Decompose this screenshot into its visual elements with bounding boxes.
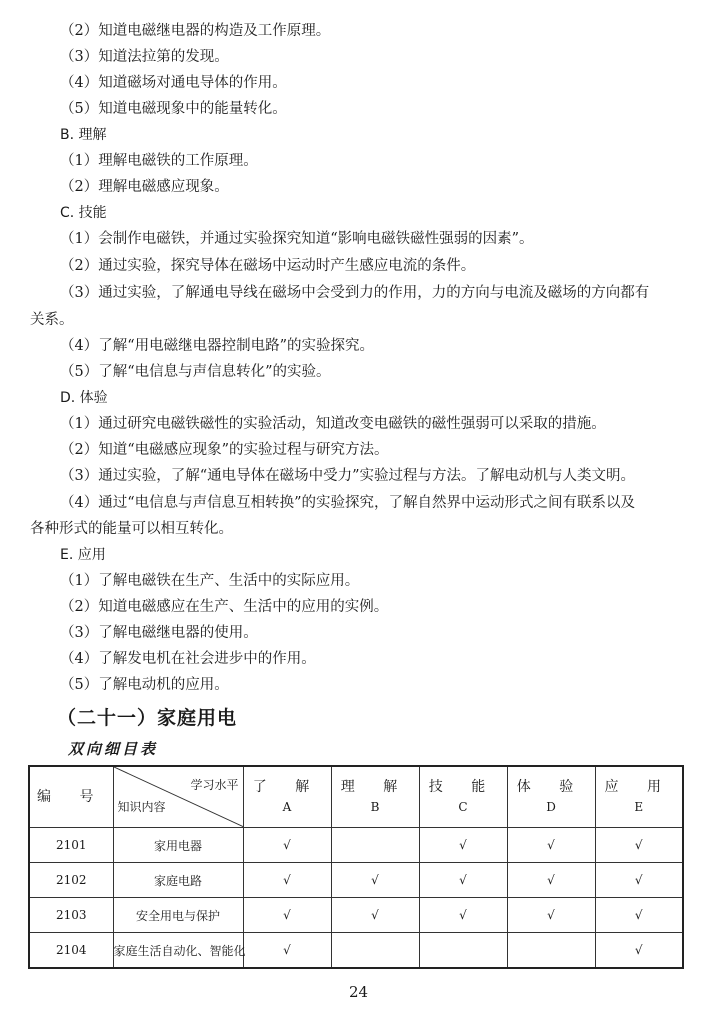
row-content: 安全用电与保护 xyxy=(113,898,243,933)
table-row xyxy=(29,933,683,969)
check-cell: √ xyxy=(595,898,683,933)
page-number: 24 xyxy=(348,983,369,1001)
section-c-item-3: （3）通过实验，了解通电导线在磁场中会受到力的作用，力的方向与电流及磁场的方向都有 xyxy=(60,285,650,301)
check-cell: √ xyxy=(419,828,507,863)
objective-3: （3）知道法拉第的发现。 xyxy=(60,49,229,65)
objective-5: （5）知道电磁现象中的能量转化。 xyxy=(60,101,287,117)
section-c-item-3-cont: 关系。 xyxy=(30,312,74,328)
check-cell: √ xyxy=(419,898,507,933)
check-cell xyxy=(331,828,419,863)
section-e-heading: E. 应用 xyxy=(60,547,106,563)
table-title: 双向细目表 xyxy=(68,740,159,758)
row-id: 2102 xyxy=(29,863,113,898)
section-d-heading: D. 体验 xyxy=(60,390,108,406)
section-d-item-4-cont: 各种形式的能量可以相互转化。 xyxy=(30,521,233,537)
check-cell: √ xyxy=(595,863,683,898)
check-cell: √ xyxy=(331,863,419,898)
check-cell: √ xyxy=(243,933,331,969)
check-cell: √ xyxy=(243,898,331,933)
section-c-item-1: （1）会制作电磁铁，并通过实验探究知道“影响电磁铁磁性强弱的因素”。 xyxy=(60,231,534,247)
check-cell: √ xyxy=(331,898,419,933)
header-level-d: 体 验 D xyxy=(507,766,595,828)
section-e-item-2: （2）知道电磁感应在生产、生活中的应用的实例。 xyxy=(60,599,389,615)
section-e-item-1: （1）了解电磁铁在生产、生活中的实际应用。 xyxy=(60,573,360,589)
section-c-item-5: （5）了解“电信息与声信息转化”的实验。 xyxy=(60,364,331,380)
header-level-label: 学习水平 xyxy=(190,778,239,792)
check-cell: √ xyxy=(595,828,683,863)
header-number: 编 号 xyxy=(29,766,113,828)
row-id: 2101 xyxy=(29,828,113,863)
section-d-item-2: （2）知道“电磁感应现象”的实验过程与研究方法。 xyxy=(60,442,389,458)
section-d-item-1: （1）通过研究电磁铁磁性的实验活动，知道改变电磁铁的磁性强弱可以采取的措施。 xyxy=(60,416,606,432)
header-level-b: 理 解 B xyxy=(331,766,419,828)
check-cell: √ xyxy=(507,898,595,933)
section-c-item-2: （2）通过实验，探究导体在磁场中运动时产生感应电流的条件。 xyxy=(60,258,476,274)
section-d-item-4: （4）通过“电信息与声信息互相转换”的实验探究，了解自然界中运动形式之间有联系以及 xyxy=(60,495,636,511)
section-d-item-3: （3）通过实验，了解“通电导体在磁场中受力”实验过程与方法。了解电动机与人类文明。 xyxy=(60,468,636,484)
header-level-c: 技 能 C xyxy=(419,766,507,828)
table-row xyxy=(29,863,683,898)
section-b-item-2: （2）理解电磁感应现象。 xyxy=(60,179,229,195)
header-level-a: 了 解 A xyxy=(243,766,331,828)
section-c-heading: C. 技能 xyxy=(60,205,107,221)
table-header-row xyxy=(29,766,683,828)
section-title: （二十一）家庭用电 xyxy=(57,707,238,729)
row-content: 家用电器 xyxy=(113,828,243,863)
check-cell: √ xyxy=(507,863,595,898)
check-cell xyxy=(419,933,507,969)
section-b-item-1: （1）理解电磁铁的工作原理。 xyxy=(60,153,258,169)
header-corner-cell xyxy=(113,766,243,828)
header-level-e: 应 用 E xyxy=(595,766,683,828)
check-cell: √ xyxy=(507,828,595,863)
row-id: 2103 xyxy=(29,898,113,933)
objective-4: （4）知道磁场对通电导体的作用。 xyxy=(60,75,287,91)
objective-2: （2）知道电磁继电器的构造及工作原理。 xyxy=(60,23,331,39)
table-row xyxy=(29,828,683,863)
table-row xyxy=(29,898,683,933)
header-content-label: 知识内容 xyxy=(117,800,166,814)
row-id: 2104 xyxy=(29,933,113,969)
section-b-heading: B. 理解 xyxy=(60,127,107,143)
row-content: 家庭电路 xyxy=(113,863,243,898)
check-cell: √ xyxy=(243,863,331,898)
check-cell: √ xyxy=(595,933,683,969)
section-e-item-4: （4）了解发电机在社会进步中的作用。 xyxy=(60,651,316,667)
section-e-item-5: （5）了解电动机的应用。 xyxy=(60,677,229,693)
check-cell: √ xyxy=(419,863,507,898)
section-c-item-4: （4）了解“用电磁继电器控制电路”的实验探究。 xyxy=(60,338,375,354)
check-cell xyxy=(331,933,419,969)
section-e-item-3: （3）了解电磁继电器的使用。 xyxy=(60,625,258,641)
row-content: 家庭生活自动化、智能化 xyxy=(113,933,243,969)
check-cell xyxy=(507,933,595,969)
check-cell: √ xyxy=(243,828,331,863)
specification-table xyxy=(28,765,684,969)
